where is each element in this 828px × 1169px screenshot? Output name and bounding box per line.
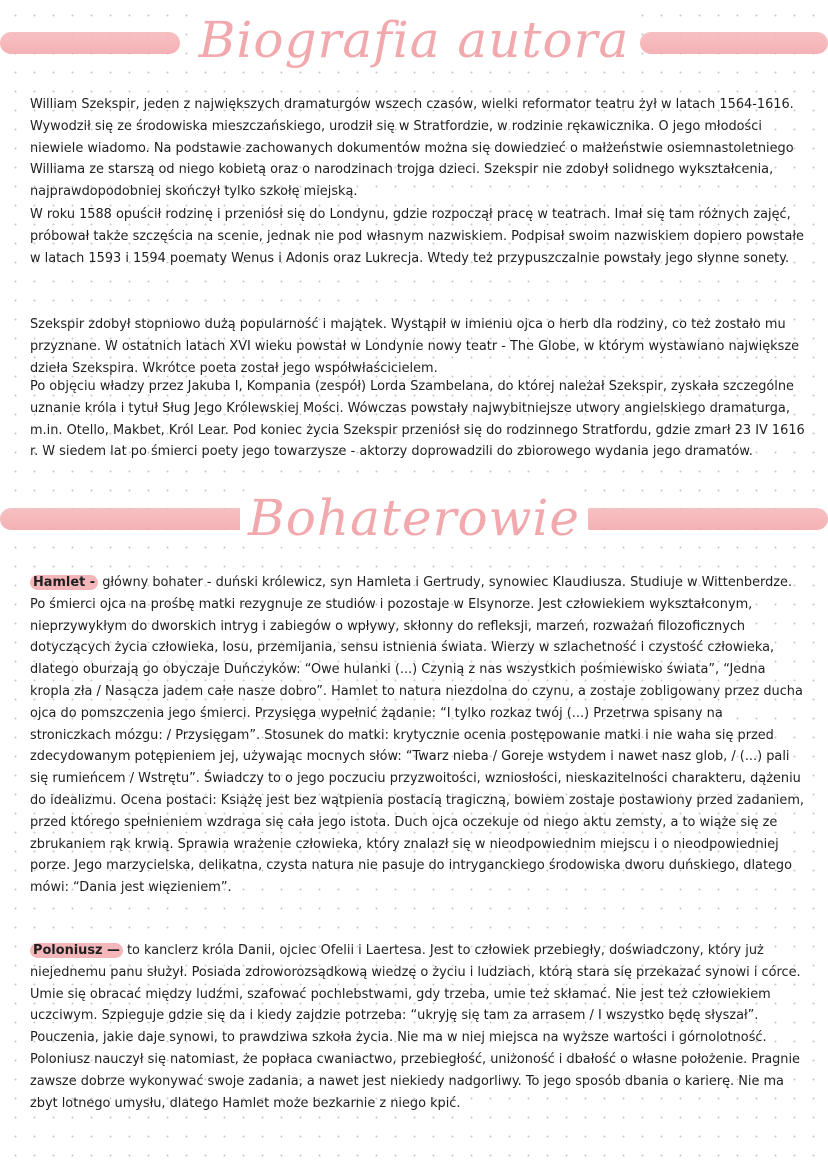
- biography-paragraph-3: Szekspir zdobył stopniowo dużą popularność i majątek. Wystąpił w imieniu ojca o herb dla rodziny, co też zostało mu przyznane. W ostatnich latach XVI wieku powstał w Londynie nowy teatr - The Globe, w którym wystawiano największe dzieła Szekspira. Wkrótce poeta został jego współwłaścicielem.: [30, 317, 800, 376]
- biography-heading: Biografia autora: [0, 10, 828, 70]
- hamlet-text: główny bohater - duński królewicz, syn Hamleta i Gertrudy, synowiec Klaudiusza. Studiuje w Wittenberdze. Po śmierci ojca na prośbę matki rezygnuje ze studiów i pozostaje w Elsynorze. Jest człowiekiem wykształconym, nieprzywykłym do dworskich intryg i zabiegów o wpływy, skłonny do refleksji, marzeń, rozważań filozoficznych dotyczących życia człowieka, losu, przemijania, sensu istnienia świata. Wierzy w szlachetność i czystość człowieka, dlatego oburzają go obyczaje Duńczyków: “Owe hulanki (...) Czynią z nas wszystkich pośmiewisko świata”, “Jedna kropla zła / Nasącza jadem całe nasze dobro”. Hamlet to natura niezdolna do czynu, a zostaje zobligowany przez ducha ojca do pomszczenia jego śmierci. Przysięga wypełnić żądanie: “I tylko rozkaz twój (...) Przetrwa spisany na stroniczkach mózgu: / Przysięgam”. Stosunek do matki: krytycznie ocenia postępowanie matki i nie waha się przed zdecydowanym potępieniem jej, używając mocnych słów: “Twarz nieba / Goreje wstydem i nawet nasz glob, / (...) pali się rumieńcem / Wstrętu”. Świadczy to o jego poczuciu przyzwoitości, wzniosłości, nieskazitelności charakteru, dążeniu do idealizmu. Ocena postaci: Książę jest bez wątpienia postacią tragiczną, bowiem zostaje postawiony przed zadaniem, przed którego spełnieniem wzdraga się cała jego istota. Duch ojca oczekuje od niego aktu zemsty, a to wiąże się ze zbrukaniem rąk krwią. Sprawia wrażenie człowieka, który znalazł się w nieodpowiednim miejscu i o nieodpowiedniej porze. Jego marzycielska, delikatna, czysta natura nie pasuje do intryganckiego środowiska dworu duńskiego, dlatego mówi: “Dania jest więzieniem”.: [30, 575, 804, 896]
- biography-paragraph-2: W roku 1588 opuścił rodzinę i przeniósł się do Londynu, gdzie rozpoczął pracę w teatrach. Imał się tam różnych zajęć, próbował także szczęścia na scenie, jednak nie pod własnym nazwiskiem. Podpisał swoim nazwiskiem dopiero powstałe w latach 1593 i 1594 poematy Wenus i Adonis oraz Lukrecja. Wtedy też przypuszczalnie powstały jego słynne sonety.: [30, 207, 804, 266]
- characters-heading: Bohaterowie: [0, 488, 828, 548]
- biography-paragraph-4: Po objęciu władzy przez Jakuba I, Kompania (zespół) Lorda Szambelana, do której należał Szekspir, zyskała szczególne uznanie króla i tytuł Sług Jego Królewskiej Mości. Wówczas powstały najwybitniejsze utwory angielskiego dramaturga, m.in. Otello, Makbet, Król Lear. Pod koniec życia Szekspir przeniósł się do rodzinnego Stratfordu, gdzie zmarł 23 IV 1616 r. W siedem lat po śmierci poety jego towarzysze - aktorzy doprowadzili do zbiorowego wydania jego dramatów.: [30, 379, 805, 460]
- hamlet-description: [30, 572, 806, 899]
- characters-heading-band: [0, 488, 828, 554]
- polonius-text: to kanclerz króla Danii, ojciec Ofelii i Laertesa. Jest to człowiek przebiegły, doświadczony, który już niejednemu panu służył. Posiada zdroworozsądkową wiedzę o życiu i ludziach, którą stara się przekazać synowi i córce. Umie się obracać między ludźmi, szafować pochlebstwami, gdy trzeba, umie też skłamać. Nie jest też człowiekiem uczciwym. Szpieguje gdzie się da i kiedy zajdzie potrzeba: “ukryję się tam za arrasem / I wszystko będę słyszał”. Pouczenia, jakie daje synowi, to prawdziwa szkoła życia. Nie ma w niej miejsca na wyższe wartości i górnolotność. Poloniusz nauczył się natomiast, że popłaca cwaniactwo, przebiegłość, uniżoność i dbałość o własne położenie. Pragnie zawsze dobrze wykonywać swoje zadania, a nawet jest niekiedy nadgorliwy. To jego sposób dbania o karierę. Nie ma zbyt lotnego umysłu, dlatego Hamlet może bezkarnie z niego kpić.: [30, 943, 801, 1111]
- hamlet-name-highlight: Hamlet -: [30, 575, 98, 590]
- polonius-description: [30, 940, 806, 1114]
- biography-heading-band: [0, 10, 828, 80]
- biography-paragraph-1: William Szekspir, jeden z największych dramaturgów wszech czasów, wielki reformator teatru żył w latach 1564-1616. Wywodził się ze środowiska mieszczańskiego, urodził się w Stratfordzie, w rodzinie rękawicznika. O jego młodości niewiele wiadomo. Na podstawie zachowanych dokumentów można się dowiedzieć o małżeństwie osiemnastoletniego Williama ze starszą od niego kobietą oraz o narodzinach trojga dzieci. Szekspir nie zdobył solidnego wykształcenia, najprawdopodobniej skończył tylko szkołę miejską.: [30, 97, 794, 200]
- polonius-name-highlight: Poloniusz —: [30, 943, 123, 958]
